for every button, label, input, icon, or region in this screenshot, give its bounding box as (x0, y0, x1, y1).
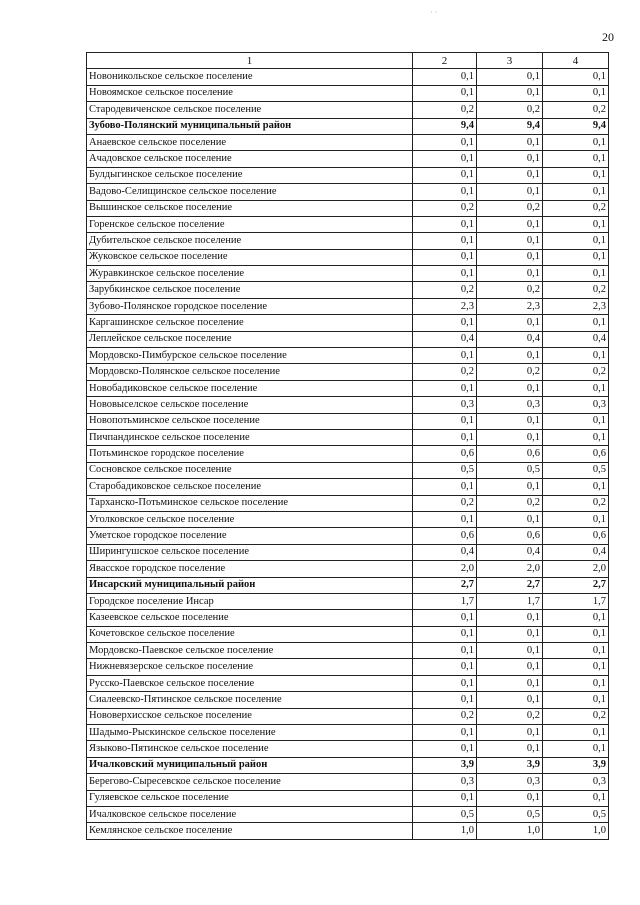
value-col-2-cell: 0,1 (413, 151, 477, 167)
settlement-name-cell: Ачадовское сельское поселение (87, 151, 413, 167)
value-col-4-cell: 0,4 (543, 331, 609, 347)
settlement-name-cell: Уголковское сельское поселение (87, 511, 413, 527)
table-row (87, 380, 609, 396)
value-col-4-cell: 0,1 (543, 741, 609, 757)
value-col-3-cell: 9,4 (477, 118, 543, 134)
table-row (87, 446, 609, 462)
value-col-4-cell: 0,4 (543, 544, 609, 560)
value-col-3-cell: 0,1 (477, 380, 543, 396)
table-row (87, 790, 609, 806)
value-col-3-cell: 0,1 (477, 790, 543, 806)
table-row (87, 823, 609, 839)
value-col-4-cell: 0,2 (543, 364, 609, 380)
value-col-2-cell: 0,1 (413, 626, 477, 642)
value-col-2-cell: 2,3 (413, 298, 477, 314)
table-row (87, 364, 609, 380)
value-col-2-cell: 0,1 (413, 167, 477, 183)
table-row (87, 413, 609, 429)
value-col-2-cell: 0,3 (413, 774, 477, 790)
value-col-3-cell: 0,1 (477, 675, 543, 691)
value-col-2-cell: 0,1 (413, 69, 477, 85)
value-col-4-cell: 0,1 (543, 643, 609, 659)
value-col-4-cell: 0,1 (543, 610, 609, 626)
value-col-3-cell: 0,4 (477, 544, 543, 560)
settlement-name-cell: Новопотьминское сельское поселение (87, 413, 413, 429)
settlement-name-cell: Новоямское сельское поселение (87, 85, 413, 101)
value-col-2-cell: 0,1 (413, 233, 477, 249)
value-col-3-cell: 2,7 (477, 577, 543, 593)
value-col-3-cell: 0,2 (477, 364, 543, 380)
value-col-3-cell: 0,2 (477, 708, 543, 724)
table-row (87, 659, 609, 675)
table-row (87, 397, 609, 413)
settlement-name-cell: Потьминское городское поселение (87, 446, 413, 462)
value-col-4-cell: 0,1 (543, 725, 609, 741)
value-col-3-cell: 0,1 (477, 266, 543, 282)
settlement-name-cell: Каргашинское сельское поселение (87, 315, 413, 331)
settlement-name-cell: Булдыгинское сельское поселение (87, 167, 413, 183)
table-row (87, 348, 609, 364)
table-row (87, 643, 609, 659)
settlement-name-cell: Горенское сельское поселение (87, 216, 413, 232)
value-col-3-cell: 0,1 (477, 134, 543, 150)
value-col-2-cell: 0,4 (413, 331, 477, 347)
value-col-4-cell: 0,1 (543, 216, 609, 232)
settlement-name-cell: Сосновское сельское поселение (87, 462, 413, 478)
value-col-4-cell: 0,1 (543, 85, 609, 101)
value-col-3-cell: 0,1 (477, 610, 543, 626)
table-row (87, 675, 609, 691)
settlement-name-cell: Кемлянское сельское поселение (87, 823, 413, 839)
value-col-4-cell: 1,0 (543, 823, 609, 839)
value-col-3-cell: 3,9 (477, 757, 543, 773)
district-row (87, 757, 609, 773)
value-col-3-cell: 0,1 (477, 167, 543, 183)
value-col-4-cell: 2,0 (543, 561, 609, 577)
value-col-2-cell: 0,6 (413, 528, 477, 544)
page-number: 20 (602, 30, 614, 44)
value-col-4-cell: 1,7 (543, 593, 609, 609)
value-col-4-cell: 0,1 (543, 790, 609, 806)
settlement-name-cell: Инсарский муниципальный район (87, 577, 413, 593)
table-row (87, 102, 609, 118)
value-col-2-cell: 0,1 (413, 249, 477, 265)
table-row (87, 528, 609, 544)
value-col-2-cell: 1,7 (413, 593, 477, 609)
table-row (87, 298, 609, 314)
settlement-name-cell: Вадово-Селищинское сельское поселение (87, 184, 413, 200)
value-col-2-cell: 0,1 (413, 692, 477, 708)
value-col-3-cell: 0,1 (477, 348, 543, 364)
settlement-name-cell: Дубительское сельское поселение (87, 233, 413, 249)
value-col-2-cell: 0,1 (413, 216, 477, 232)
settlement-name-cell: Пичпандинское сельское поселение (87, 429, 413, 445)
value-col-2-cell: 2,0 (413, 561, 477, 577)
table-row (87, 69, 609, 85)
settlement-name-cell: Ичалковский муниципальный район (87, 757, 413, 773)
settlement-name-cell: Кочетовское сельское поселение (87, 626, 413, 642)
settlement-name-cell: Нижневязерское сельское поселение (87, 659, 413, 675)
value-col-3-cell: 0,1 (477, 413, 543, 429)
value-col-4-cell: 0,2 (543, 495, 609, 511)
value-col-4-cell: 0,3 (543, 397, 609, 413)
table-row (87, 134, 609, 150)
value-col-3-cell: 0,1 (477, 249, 543, 265)
header-col-3: 3 (477, 53, 543, 69)
value-col-4-cell: 0,2 (543, 200, 609, 216)
value-col-4-cell: 0,1 (543, 675, 609, 691)
value-col-2-cell: 0,1 (413, 413, 477, 429)
table-row (87, 561, 609, 577)
table-header (87, 53, 609, 69)
header-col-4: 4 (543, 53, 609, 69)
value-col-4-cell: 0,1 (543, 626, 609, 642)
value-col-3-cell: 0,1 (477, 69, 543, 85)
table-row (87, 626, 609, 642)
settlement-name-cell: Русско-Паевское сельское поселение (87, 675, 413, 691)
table-row (87, 806, 609, 822)
table-row (87, 200, 609, 216)
value-col-3-cell: 0,3 (477, 397, 543, 413)
value-col-2-cell: 0,2 (413, 364, 477, 380)
table-row (87, 462, 609, 478)
scan-speck: · · (430, 8, 438, 17)
table-row (87, 774, 609, 790)
table-row (87, 151, 609, 167)
value-col-2-cell: 0,1 (413, 741, 477, 757)
settlement-name-cell: Казеевское сельское поселение (87, 610, 413, 626)
value-col-2-cell: 2,7 (413, 577, 477, 593)
settlement-name-cell: Языково-Пятинское сельское поселение (87, 741, 413, 757)
value-col-3-cell: 0,2 (477, 102, 543, 118)
value-col-2-cell: 3,9 (413, 757, 477, 773)
value-col-3-cell: 0,1 (477, 151, 543, 167)
settlement-name-cell: Мордовско-Паевское сельское поселение (87, 643, 413, 659)
value-col-2-cell: 0,5 (413, 806, 477, 822)
value-col-4-cell: 0,1 (543, 134, 609, 150)
settlement-name-cell: Шадымо-Рыскинское сельское поселение (87, 725, 413, 741)
settlement-name-cell: Мордовско-Полянское сельское поселение (87, 364, 413, 380)
value-col-3-cell: 0,5 (477, 462, 543, 478)
value-col-4-cell: 0,5 (543, 462, 609, 478)
value-col-4-cell: 0,1 (543, 511, 609, 527)
settlement-name-cell: Зубово-Полянское городское поселение (87, 298, 413, 314)
settlement-name-cell: Мордовско-Пимбурское сельское поселение (87, 348, 413, 364)
table-row (87, 495, 609, 511)
value-col-3-cell: 0,5 (477, 806, 543, 822)
value-col-4-cell: 0,1 (543, 315, 609, 331)
data-table (86, 52, 609, 840)
table-row (87, 85, 609, 101)
value-col-4-cell: 0,1 (543, 266, 609, 282)
value-col-3-cell: 0,2 (477, 282, 543, 298)
value-col-4-cell: 0,1 (543, 413, 609, 429)
value-col-4-cell: 0,2 (543, 102, 609, 118)
value-col-4-cell: 0,1 (543, 692, 609, 708)
table-row (87, 216, 609, 232)
settlement-name-cell: Вышинское сельское поселение (87, 200, 413, 216)
table-row (87, 315, 609, 331)
value-col-2-cell: 0,1 (413, 184, 477, 200)
value-col-3-cell: 0,2 (477, 495, 543, 511)
value-col-4-cell: 9,4 (543, 118, 609, 134)
value-col-2-cell: 0,1 (413, 479, 477, 495)
value-col-2-cell: 0,1 (413, 429, 477, 445)
settlement-name-cell: Уметское городское поселение (87, 528, 413, 544)
value-col-2-cell: 0,3 (413, 397, 477, 413)
value-col-2-cell: 0,1 (413, 725, 477, 741)
table-row (87, 266, 609, 282)
settlement-name-cell: Новобадиковское сельское поселение (87, 380, 413, 396)
header-col-1: 1 (87, 53, 413, 69)
table-row (87, 282, 609, 298)
value-col-3-cell: 0,1 (477, 692, 543, 708)
value-col-4-cell: 0,1 (543, 184, 609, 200)
table-row (87, 331, 609, 347)
table-row (87, 233, 609, 249)
value-col-2-cell: 0,1 (413, 643, 477, 659)
value-col-3-cell: 1,7 (477, 593, 543, 609)
value-col-2-cell: 0,1 (413, 134, 477, 150)
settlement-name-cell: Нововыселское сельское поселение (87, 397, 413, 413)
settlement-name-cell: Ширингушское сельское поселение (87, 544, 413, 560)
value-col-4-cell: 2,7 (543, 577, 609, 593)
value-col-2-cell: 0,1 (413, 380, 477, 396)
table-row (87, 692, 609, 708)
value-col-3-cell: 0,1 (477, 429, 543, 445)
settlement-name-cell: Гуляевское сельское поселение (87, 790, 413, 806)
value-col-4-cell: 0,1 (543, 233, 609, 249)
value-col-3-cell: 0,1 (477, 85, 543, 101)
settlement-name-cell: Жуковское сельское поселение (87, 249, 413, 265)
value-col-3-cell: 0,1 (477, 725, 543, 741)
settlement-name-cell: Сиалеевско-Пятинское сельское поселение (87, 692, 413, 708)
table-row (87, 741, 609, 757)
value-col-3-cell: 2,0 (477, 561, 543, 577)
settlement-name-cell: Зубово-Полянский муниципальный район (87, 118, 413, 134)
value-col-2-cell: 0,1 (413, 348, 477, 364)
value-col-2-cell: 0,4 (413, 544, 477, 560)
district-row (87, 577, 609, 593)
value-col-3-cell: 0,1 (477, 626, 543, 642)
value-col-3-cell: 0,1 (477, 659, 543, 675)
value-col-2-cell: 0,1 (413, 675, 477, 691)
table-row (87, 511, 609, 527)
value-col-4-cell: 0,1 (543, 249, 609, 265)
value-col-2-cell: 0,1 (413, 790, 477, 806)
settlement-name-cell: Тарханско-Потьминское сельское поселение (87, 495, 413, 511)
value-col-3-cell: 0,1 (477, 216, 543, 232)
table-row (87, 479, 609, 495)
value-col-2-cell: 0,1 (413, 266, 477, 282)
value-col-4-cell: 0,1 (543, 167, 609, 183)
value-col-2-cell: 0,2 (413, 282, 477, 298)
settlement-name-cell: Ичалковское сельское поселение (87, 806, 413, 822)
value-col-3-cell: 0,1 (477, 511, 543, 527)
settlement-name-cell: Нововерхисское сельское поселение (87, 708, 413, 724)
table-row (87, 725, 609, 741)
value-col-4-cell: 0,2 (543, 282, 609, 298)
value-col-3-cell: 0,6 (477, 446, 543, 462)
value-col-3-cell: 0,1 (477, 741, 543, 757)
header-row (87, 53, 609, 69)
value-col-2-cell: 0,1 (413, 610, 477, 626)
settlement-name-cell: Старобадиковское сельское поселение (87, 479, 413, 495)
value-col-3-cell: 0,1 (477, 315, 543, 331)
value-col-2-cell: 0,2 (413, 708, 477, 724)
value-col-2-cell: 9,4 (413, 118, 477, 134)
value-col-4-cell: 0,1 (543, 69, 609, 85)
value-col-2-cell: 0,2 (413, 102, 477, 118)
value-col-4-cell: 0,5 (543, 806, 609, 822)
value-col-3-cell: 0,1 (477, 479, 543, 495)
value-col-4-cell: 0,1 (543, 380, 609, 396)
value-col-4-cell: 0,6 (543, 446, 609, 462)
value-col-2-cell: 0,1 (413, 315, 477, 331)
settlement-name-cell: Стародевиченское сельское поселение (87, 102, 413, 118)
value-col-4-cell: 0,6 (543, 528, 609, 544)
value-col-2-cell: 0,6 (413, 446, 477, 462)
value-col-4-cell: 0,1 (543, 151, 609, 167)
value-col-4-cell: 0,1 (543, 348, 609, 364)
table-body (87, 69, 609, 839)
table-row (87, 167, 609, 183)
value-col-4-cell: 2,3 (543, 298, 609, 314)
value-col-2-cell: 0,1 (413, 511, 477, 527)
header-col-2: 2 (413, 53, 477, 69)
table-row (87, 249, 609, 265)
value-col-2-cell: 0,1 (413, 659, 477, 675)
value-col-4-cell: 0,2 (543, 708, 609, 724)
settlement-name-cell: Леплейское сельское поселение (87, 331, 413, 347)
value-col-2-cell: 1,0 (413, 823, 477, 839)
settlement-name-cell: Анаевское сельское поселение (87, 134, 413, 150)
value-col-3-cell: 0,2 (477, 200, 543, 216)
table-row (87, 184, 609, 200)
value-col-4-cell: 0,1 (543, 479, 609, 495)
settlement-name-cell: Новоникольское сельское поселение (87, 69, 413, 85)
settlement-name-cell: Берегово-Сыресевское сельское поселение (87, 774, 413, 790)
table-row (87, 708, 609, 724)
value-col-4-cell: 0,1 (543, 429, 609, 445)
table-row (87, 593, 609, 609)
settlement-name-cell: Явасское городское поселение (87, 561, 413, 577)
table-row (87, 544, 609, 560)
settlement-name-cell: Журавкинское сельское поселение (87, 266, 413, 282)
value-col-4-cell: 3,9 (543, 757, 609, 773)
value-col-2-cell: 0,2 (413, 200, 477, 216)
value-col-4-cell: 0,3 (543, 774, 609, 790)
district-row (87, 118, 609, 134)
value-col-2-cell: 0,1 (413, 85, 477, 101)
value-col-3-cell: 0,4 (477, 331, 543, 347)
settlement-name-cell: Зарубкинское сельское поселение (87, 282, 413, 298)
value-col-3-cell: 0,1 (477, 643, 543, 659)
value-col-3-cell: 0,6 (477, 528, 543, 544)
value-col-3-cell: 1,0 (477, 823, 543, 839)
value-col-2-cell: 0,5 (413, 462, 477, 478)
value-col-3-cell: 2,3 (477, 298, 543, 314)
value-col-3-cell: 0,3 (477, 774, 543, 790)
settlement-name-cell: Городское поселение Инсар (87, 593, 413, 609)
value-col-2-cell: 0,2 (413, 495, 477, 511)
value-col-4-cell: 0,1 (543, 659, 609, 675)
value-col-3-cell: 0,1 (477, 184, 543, 200)
table-row (87, 610, 609, 626)
table-row (87, 429, 609, 445)
value-col-3-cell: 0,1 (477, 233, 543, 249)
